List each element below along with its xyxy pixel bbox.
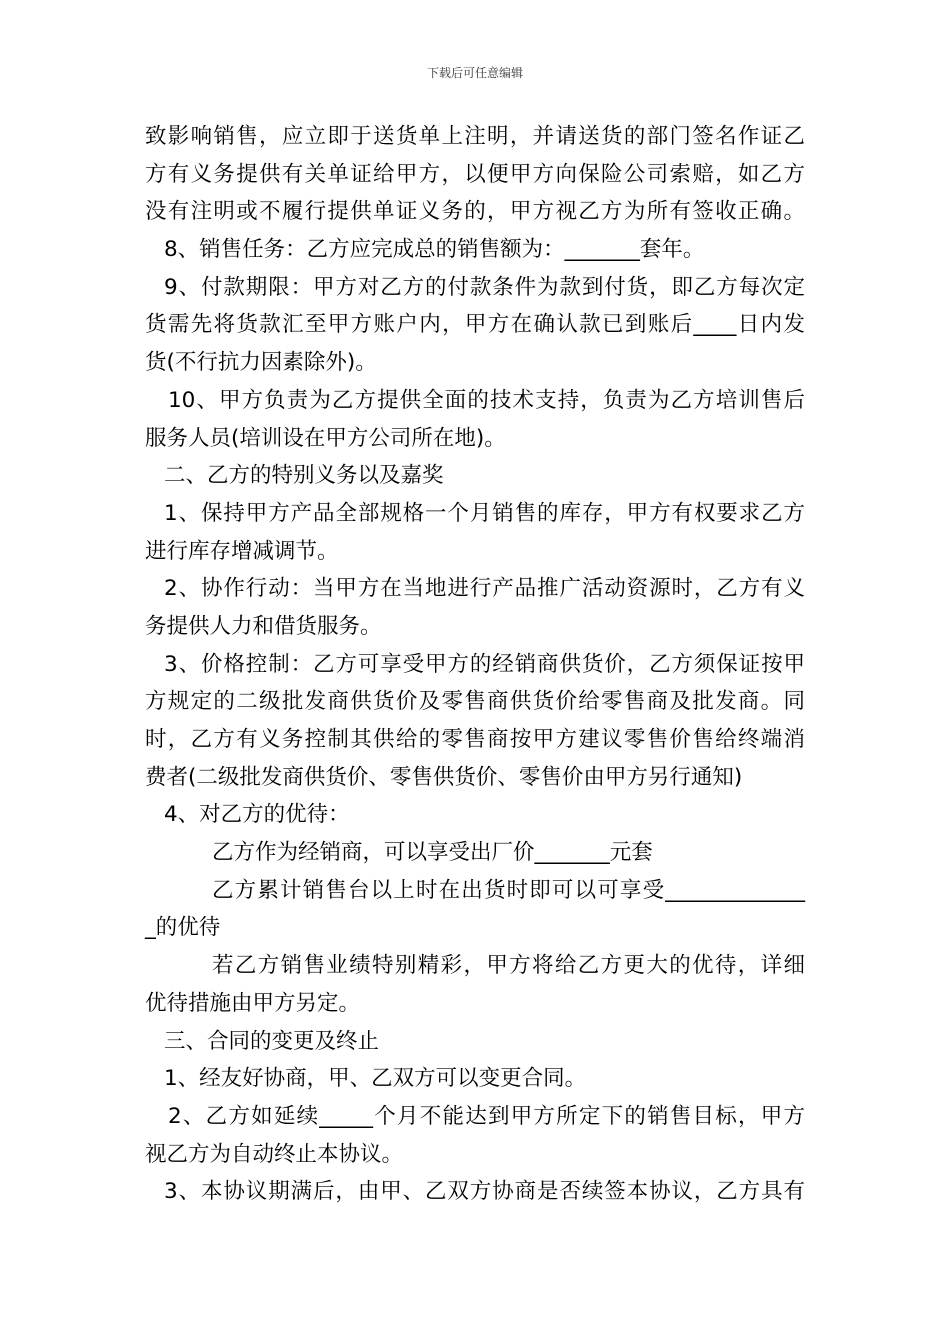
document-line: 3、本协议期满后，由甲、乙双方协商是否续签本协议，乙方具有: [164, 1179, 805, 1205]
document-line: 1、经友好协商，甲、乙双方可以变更合同。: [164, 1066, 587, 1092]
document-line: _的优待: [145, 915, 221, 941]
document-line: 8、销售任务：乙方应完成总的销售额为：_______套年。: [164, 237, 705, 263]
document-line: 务提供人力和借货服务。: [145, 613, 382, 639]
document-line: 服务人员(培训设在甲方公司所在地)。: [145, 425, 506, 451]
document-line: 时，乙方有义务控制其供给的零售商按甲方建议零售价售给终端消: [145, 727, 805, 752]
document-line: 方规定的二级批发商供货价及零售商供货价给零售商及批发商。同: [145, 689, 805, 715]
document-body: [145, 118, 805, 1211]
document-line: 致影响销售，应立即于送货单上注明，并请送货的部门签名作证乙: [145, 124, 805, 149]
document-line: 三、合同的变更及终止: [164, 1028, 380, 1054]
document-line: 3、价格控制：乙方可享受甲方的经销商供货价，乙方须保证按甲: [164, 651, 805, 677]
document-line: 若乙方销售业绩特别精彩，甲方将给乙方更大的优待，详细: [212, 953, 805, 979]
document-line: 4、对乙方的优待：: [164, 802, 350, 828]
document-line: 1、保持甲方产品全部规格一个月销售的库存，甲方有权要求乙方: [164, 500, 805, 526]
page-header-note: 下载后可任意编辑: [426, 66, 523, 80]
document-line: 乙方作为经销商，可以享受出厂价_______元套: [212, 840, 653, 866]
document-line: 进行库存增减调节。: [145, 538, 339, 564]
document-line: 优待措施由甲方另定。: [145, 990, 361, 1016]
document-line: 没有注明或不履行提供单证义务的，甲方视乙方为所有签收正确。: [145, 199, 805, 225]
document-line: 费者(二级批发商供货价、零售供货价、零售价由甲方另行通知): [145, 764, 743, 790]
document-line: 二、乙方的特别义务以及嘉奖: [164, 463, 444, 489]
document-line: 9、付款期限：甲方对乙方的付款条件为款到付货，即乙方每次定: [164, 274, 805, 300]
document-line: 方有义务提供有关单证给甲方，以便甲方向保险公司索赔，如乙方: [145, 161, 805, 187]
document-line: 货(不行抗力因素除外)。: [145, 350, 377, 376]
document-line: 2、协作行动：当甲方在当地进行产品推广活动资源时，乙方有义: [164, 576, 805, 602]
document-line: 2、乙方如延续_____个月不能达到甲方所定下的销售目标，甲方: [168, 1103, 805, 1129]
document-line: 视乙方为自动终止本协议。: [145, 1141, 404, 1167]
document-line: 货需先将货款汇至甲方账户内，甲方在确认款已到账后____日内发: [145, 312, 805, 338]
document-line: 乙方累计销售台以上时在出货时即可以可享受_____________: [212, 877, 805, 903]
document-line: 10、甲方负责为乙方提供全面的技术支持，负责为乙方培训售后: [168, 387, 805, 413]
